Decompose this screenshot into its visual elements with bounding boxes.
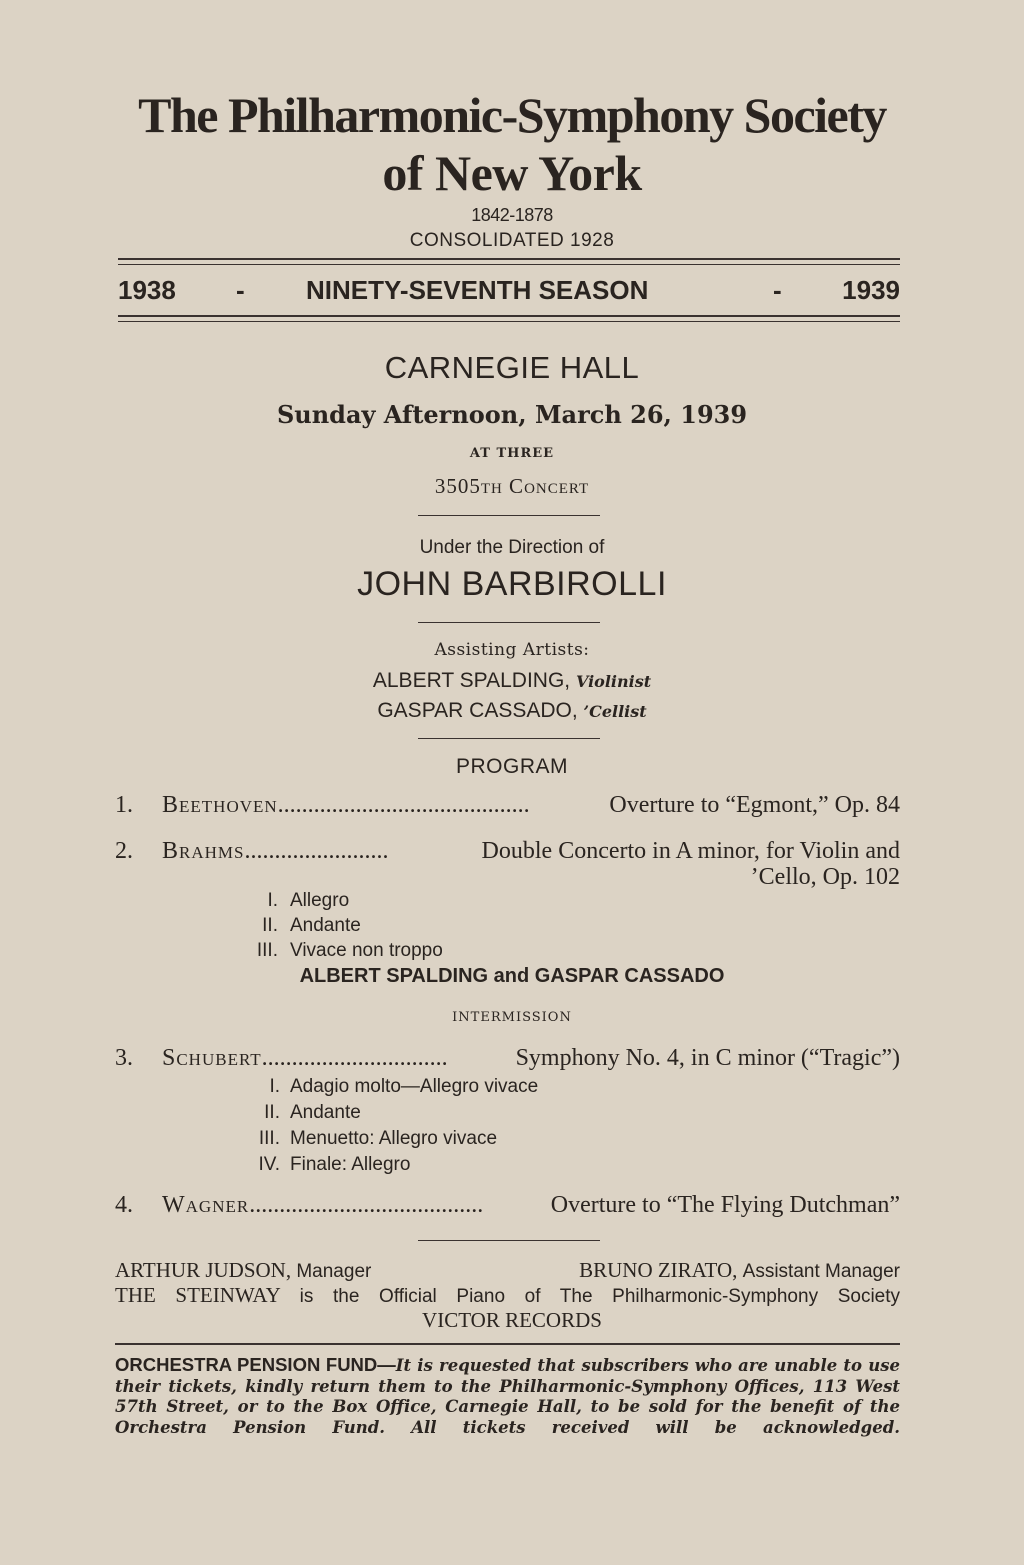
movement-numeral: III. — [256, 940, 278, 961]
pension-lead: ORCHESTRA PENSION FUND— — [115, 1354, 396, 1375]
divider-1 — [418, 515, 600, 516]
movement — [200, 1102, 600, 1128]
pension-notice — [115, 1355, 900, 1438]
artist-1-name: ALBERT SPALDING, — [372, 669, 571, 692]
work-title: Symphony No. 4, in C minor (“Tragic”) — [515, 1045, 900, 1071]
direction-label: Under the Direction of — [419, 537, 605, 558]
movement-numeral: III. — [258, 1128, 280, 1149]
piano-name: THE STEINWAY — [115, 1283, 281, 1307]
intermission: INTERMISSION — [452, 1010, 572, 1025]
program-item-1 — [115, 792, 900, 822]
composer-text: Wagner — [162, 1192, 250, 1218]
venue: CARNEGIE HALL — [384, 350, 640, 385]
movement — [200, 915, 600, 940]
concert-number-text: 3505th Concert — [434, 474, 590, 498]
composer-name — [162, 792, 530, 819]
movement-title: Vivace non troppo — [290, 940, 443, 961]
composer-text: Beethoven — [162, 792, 278, 818]
season-separator-right: - — [773, 275, 782, 305]
conductor-name: JOHN BARBIROLLI — [357, 565, 667, 603]
pension-body: It is requested that subscribers who are unable to use their tickets, kindly return them to the Philharmonic-Symphony Offices, 113 West 57th Street, or to the Box Office, Carnegie Hall, to be sold for the benefit of the Orchestra Pension Fund. All tickets received will be acknowledged. — [115, 1356, 900, 1437]
founding-years: 1842-1878 — [471, 205, 553, 225]
movement-numeral: I. — [267, 890, 278, 911]
society-title: The Philharmonic-Symphony Society — [138, 87, 886, 143]
bottom-double-rule — [118, 315, 900, 322]
concert-time: AT THREE — [469, 446, 555, 461]
records-note: VICTOR RECORDS — [422, 1308, 602, 1332]
artist-2-name: GASPAR CASSADO, — [377, 699, 578, 722]
item-number: 1. — [115, 792, 133, 818]
divider-2 — [418, 622, 600, 623]
movement — [200, 890, 600, 915]
program-item-4 — [115, 1192, 900, 1222]
movement-numeral: II. — [262, 915, 278, 936]
program-item-3 — [115, 1045, 900, 1075]
movement — [200, 940, 600, 965]
composer-text: Brahms — [162, 838, 245, 864]
manager-name: ARTHUR JUDSON, — [115, 1258, 292, 1282]
artist-2 — [0, 699, 1024, 723]
artist-2-role: ’Cellist — [583, 702, 647, 721]
divider-3 — [418, 738, 600, 739]
season-end-year: 1939 — [842, 275, 900, 305]
leader-dots: .......................................... — [277, 792, 530, 818]
movement — [200, 1154, 600, 1180]
work-title: Overture to “Egmont,” Op. 84 — [609, 792, 900, 818]
piano-text: is the Official Piano of The Philharmonic-Symphony Society — [299, 1286, 901, 1307]
divider-4 — [418, 1240, 600, 1241]
artist-1 — [0, 669, 1024, 693]
work-title-continued: ’Cello, Op. 102 — [750, 864, 900, 890]
concert-number — [0, 474, 1024, 499]
manager — [115, 1258, 371, 1283]
season-separator-left: - — [236, 275, 245, 305]
movement-title: Andante — [290, 1102, 361, 1123]
season-label: NINETY-SEVENTH SEASON — [306, 275, 649, 305]
movement-numeral: II. — [264, 1102, 280, 1123]
movement-title: Finale: Allegro — [290, 1154, 411, 1175]
movement-numeral: I. — [269, 1076, 280, 1097]
item-number: 2. — [115, 838, 133, 864]
movement-numeral: IV. — [258, 1154, 280, 1175]
artist-1-role: Violinist — [575, 672, 652, 691]
top-double-rule — [118, 258, 900, 265]
management-row — [115, 1258, 900, 1284]
assistant-manager — [579, 1258, 900, 1283]
schubert-movements — [200, 1076, 600, 1180]
season-banner — [118, 275, 900, 311]
movement-title: Adagio molto—Allegro vivace — [290, 1076, 539, 1097]
consolidated-note: CONSOLIDATED 1928 — [409, 230, 615, 251]
movement-title: Andante — [290, 915, 361, 936]
movement — [200, 1128, 600, 1154]
composer-text: Schubert — [162, 1045, 262, 1071]
society-subtitle: of New York — [382, 145, 642, 201]
program-heading: PROGRAM — [455, 755, 568, 778]
leader-dots: ........................ — [244, 838, 389, 864]
work-title: Overture to “The Flying Dutchman” — [550, 1192, 900, 1218]
manager-title: Manager — [296, 1261, 372, 1282]
concerto-soloists: ALBERT SPALDING and GASPAR CASSADO — [299, 965, 725, 987]
composer-name — [162, 838, 388, 865]
composer-name — [162, 1192, 483, 1219]
work-title: Double Concerto in A minor, for Violin and — [481, 838, 900, 864]
item-number: 4. — [115, 1192, 133, 1218]
assistant-title: Assistant Manager — [742, 1261, 900, 1282]
concert-date: Sunday Afternoon, March 26, 1939 — [276, 400, 748, 429]
composer-name — [162, 1045, 448, 1072]
program-item-2 — [115, 838, 900, 894]
assisting-label: Assisting Artists: — [434, 640, 590, 660]
movement-title: Allegro — [290, 890, 350, 911]
assistant-name: BRUNO ZIRATO, — [579, 1258, 738, 1282]
piano-note — [115, 1283, 900, 1308]
brahms-movements — [200, 890, 600, 965]
movement-title: Menuetto: Allegro vivace — [290, 1128, 498, 1149]
leader-dots: ............................... — [261, 1045, 448, 1071]
season-start-year: 1938 — [118, 275, 176, 305]
pension-rule — [115, 1343, 900, 1345]
leader-dots: ....................................... — [249, 1192, 484, 1218]
movement — [200, 1076, 600, 1102]
item-number: 3. — [115, 1045, 133, 1071]
